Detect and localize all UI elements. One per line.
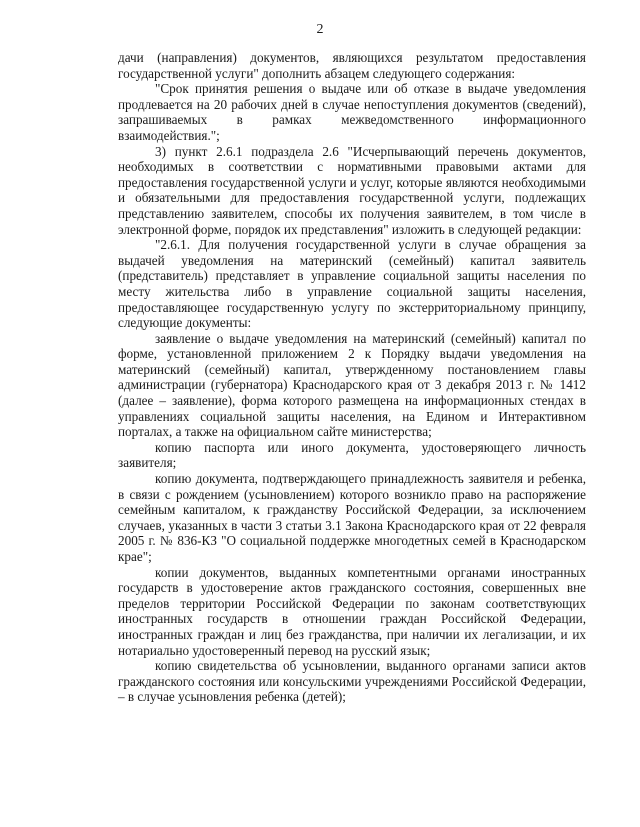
paragraph-application: заявление о выдаче уведомления на материнский (семейный) капитал по форме, установленной приложением 2 к Порядку выдачи уведомления на материнский (семейный) капитал, утвержденному постановлением главы администрации (губернатора) Краснодарского края от 3 декабря 2013 г. № 1412 (далее – заявление), форма которого размещена на информационных стендах в управлениях социальной защиты населения, на Едином и Интерактивном порталах, а также на официальном сайте министерства; bbox=[118, 330, 586, 440]
page-number: 2 bbox=[316, 22, 324, 37]
paragraph-adoption: копию свидетельства об усыновлении, выданного органами записи актов гражданского состояния или консульскими учреждениями Российской Федерации, – в случае усыновления ребенка (детей); bbox=[118, 658, 586, 705]
paragraph-deadline-clause: "Срок принятия решения о выдаче или об отказе в выдаче уведомления продлевается на 20 рабочих дней в случае непоступления документов (сведений), запрашиваемых в рамках межведомственного информационного взаимодействия."; bbox=[118, 81, 586, 143]
paragraph-passport: копию паспорта или иного документа, удостоверяющего личность заявителя; bbox=[118, 439, 586, 471]
paragraph-citizenship: копию документа, подтверждающего принадлежность заявителя и ребенка, в связи с рождением (усыновлением) которого возникло право на распоряжение семейным капиталом, к гражданству Российской Федерации, за исключением случаев, указанных в части 3 статьи 3.1 Закона Краснодарского края от 22 февраля 2005 г. № 836-КЗ "О социальной поддержке многодетных семей в Краснодарском крае"; bbox=[118, 471, 586, 564]
paragraph-foreign-documents: копии документов, выданных компетентными органами иностранных государств в удостоверение актов гражданского состояния, совершенных вне пределов территории Российской Федерации по законам соответствующих иностранных государств в отношении граждан Российской Федерации, иностранных граждан и лиц без гражданства, при наличии их легализации, и их нотариально удостоверенный перевод на русский язык; bbox=[118, 564, 586, 658]
paragraph-continuation: дачи (направления) документов, являющихся результатом предоставления государственной услуги" дополнить абзацем следующего содержания: bbox=[118, 50, 586, 81]
document-body bbox=[118, 50, 586, 705]
paragraph-item-3: 3) пункт 2.6.1 подраздела 2.6 "Исчерпывающий перечень документов, необходимых в соответствии с нормативными правовыми актами для предоставления государственной услуги и услуг, которые являются необходимыми и обязательными для предоставления государственной услуги, подлежащих представлению заявителем, способы их получения заявителем, в том числе в электронной форме, порядок их представления" изложить в следующей редакции: bbox=[118, 143, 586, 237]
paragraph-2-6-1: "2.6.1. Для получения государственной услуги в случае обращения за выдачей уведомления на материнский (семейный) капитал заявитель (представитель) представляет в управление социальной защиты населения по месту жительства либо в управление социальной защиты населения, предоставляющее государственную услугу по экстерриториальному принципу, следующие документы: bbox=[118, 237, 586, 331]
